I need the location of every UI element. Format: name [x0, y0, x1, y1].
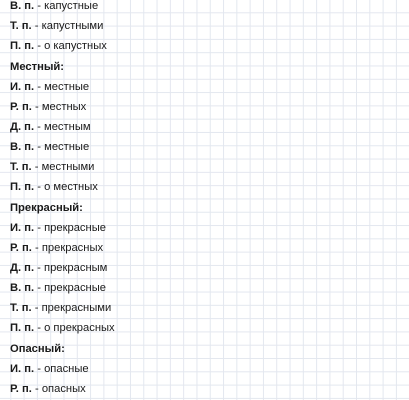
- case-abbreviation: И. п.: [10, 362, 35, 375]
- case-row: [10, 97, 405, 117]
- case-form: местными: [41, 161, 95, 174]
- case-abbreviation: В. п.: [10, 0, 35, 13]
- case-separator: -: [34, 181, 45, 194]
- case-separator: -: [31, 382, 42, 395]
- case-abbreviation: В. п.: [10, 141, 35, 154]
- case-form: прекрасным: [44, 261, 108, 274]
- case-row: [10, 238, 405, 258]
- adjective-heading-text: Местный:: [10, 60, 65, 73]
- case-row: [10, 278, 405, 298]
- case-separator: -: [31, 241, 42, 254]
- case-form: капустные: [44, 0, 99, 13]
- case-separator: -: [34, 80, 45, 93]
- case-separator: -: [31, 302, 42, 315]
- case-separator: -: [34, 261, 45, 274]
- case-row: [10, 0, 405, 16]
- case-abbreviation: Д. п.: [10, 120, 35, 133]
- case-abbreviation: В. п.: [10, 282, 35, 295]
- case-abbreviation: И. п.: [10, 221, 35, 234]
- case-separator: -: [34, 221, 45, 234]
- case-row: [10, 117, 405, 137]
- case-row: [10, 157, 405, 177]
- case-row: [10, 318, 405, 338]
- case-abbreviation: Т. п.: [10, 20, 32, 33]
- case-form: прекрасных: [41, 241, 104, 254]
- case-row: [10, 298, 405, 318]
- case-separator: -: [34, 141, 45, 154]
- case-row: [10, 137, 405, 157]
- case-separator: -: [34, 0, 45, 13]
- case-abbreviation: Т. п.: [10, 161, 32, 174]
- case-abbreviation: Т. п.: [10, 302, 32, 315]
- case-form: прекрасными: [41, 302, 112, 315]
- case-form: прекрасные: [44, 282, 107, 295]
- case-separator: -: [31, 20, 42, 33]
- case-separator: -: [34, 120, 45, 133]
- case-abbreviation: П. п.: [10, 322, 35, 335]
- case-abbreviation: И. п.: [10, 80, 35, 93]
- case-abbreviation: Р. п.: [10, 100, 32, 113]
- case-form: опасных: [41, 382, 86, 395]
- case-separator: -: [34, 40, 45, 53]
- case-abbreviation: Д. п.: [10, 261, 35, 274]
- adjective-heading: [10, 57, 405, 77]
- case-separator: -: [34, 362, 45, 375]
- case-form: местных: [41, 100, 87, 113]
- case-form: о прекрасных: [44, 322, 115, 335]
- case-form: о капустных: [44, 40, 107, 53]
- adjective-heading-text: Опасный:: [10, 342, 65, 355]
- case-abbreviation: П. п.: [10, 40, 35, 53]
- declension-document: [10, 0, 405, 399]
- case-row: [10, 359, 405, 379]
- case-separator: -: [31, 161, 42, 174]
- adjective-heading-text: Прекрасный:: [10, 201, 83, 214]
- case-form: местным: [44, 120, 91, 133]
- case-form: прекрасные: [44, 221, 106, 234]
- case-separator: -: [34, 282, 45, 295]
- case-form: о местных: [44, 181, 98, 194]
- case-separator: -: [34, 322, 45, 335]
- case-form: опасные: [44, 362, 89, 375]
- case-row: [10, 77, 405, 97]
- case-form: местные: [44, 141, 90, 154]
- case-separator: -: [31, 100, 42, 113]
- adjective-heading: [10, 339, 405, 359]
- case-abbreviation: Р. п.: [10, 382, 32, 395]
- case-row: [10, 379, 405, 399]
- case-row: [10, 258, 405, 278]
- case-abbreviation: Р. п.: [10, 241, 32, 254]
- case-form: капустными: [41, 20, 104, 33]
- case-abbreviation: П. п.: [10, 181, 35, 194]
- case-row: [10, 177, 405, 197]
- case-row: [10, 218, 405, 238]
- adjective-heading: [10, 198, 405, 218]
- case-row: [10, 36, 405, 56]
- case-row: [10, 16, 405, 36]
- case-form: местные: [44, 80, 90, 93]
